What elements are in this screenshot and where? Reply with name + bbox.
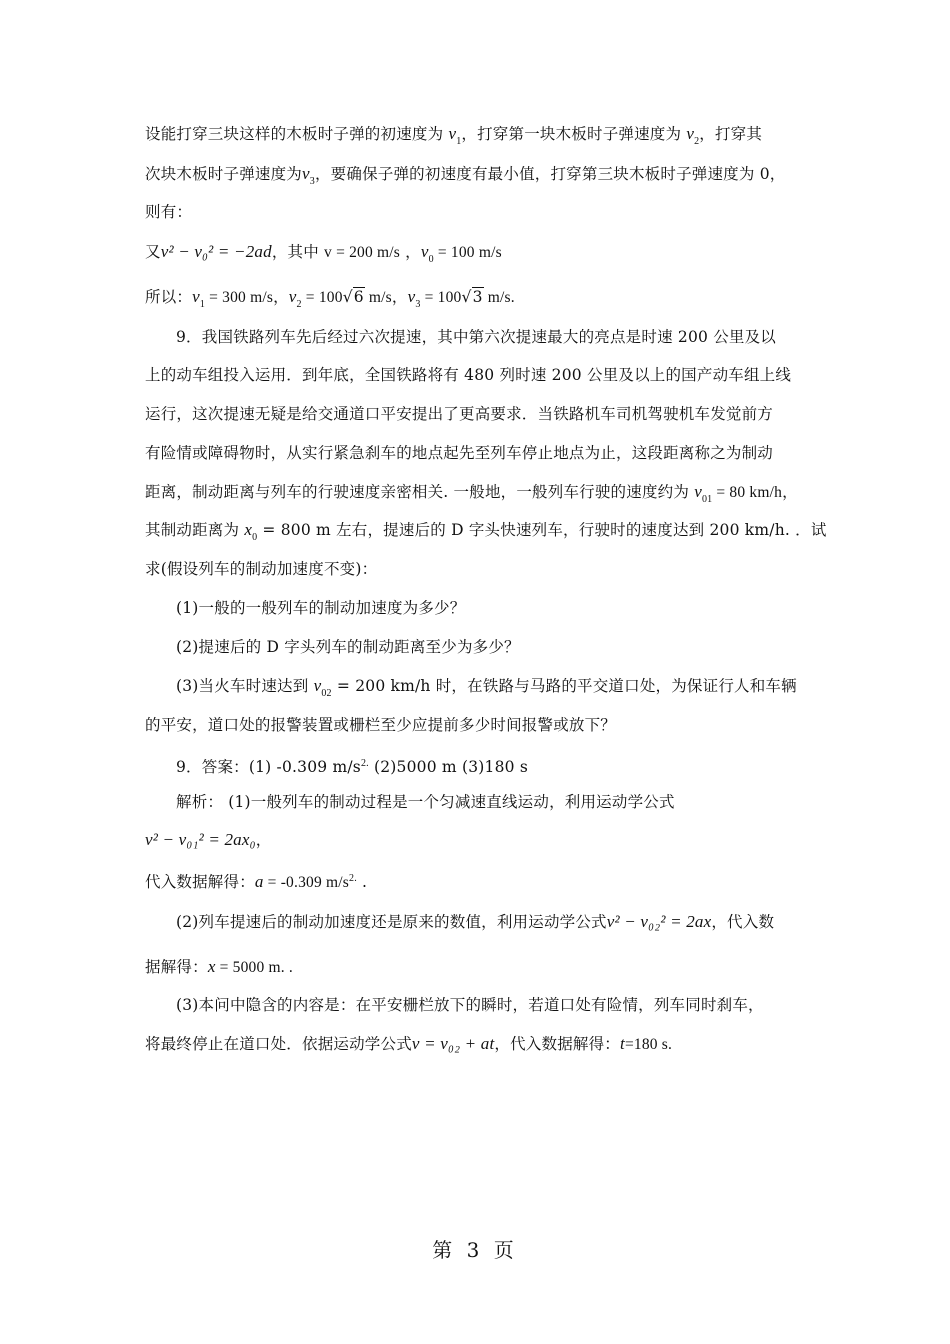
answer-line: 9．答案：(1) -0.309 $m/s^{2.}$ (2)5000 m (3)180 s	[176, 758, 528, 776]
text-line: 则有：	[145, 203, 193, 221]
text-line: 次块木板时子弹速度为$v_3$，要确保子弹的初速度有最小值，打穿第三块木板时子弹速度为 0，	[145, 164, 786, 187]
text-line: 代入数据解得：a = -0.309 $m/s^{2.}$ .	[145, 872, 368, 891]
equation: v² − v₀² = −2ad	[160, 242, 272, 261]
equation: v = v₀₂ + at	[411, 1034, 495, 1053]
equation-line: 又v² − v₀² = −2ad，其中 v = 200 m/s ，$v_0 = 100$ m/s	[145, 242, 502, 265]
question-9-line: 9．我国铁路列车先后经过六次提速，其中第六次提速最大的亮点是时速 200 公里及以	[176, 328, 777, 346]
result-line: 所以：$v_1 = 300$ m/s，$v_2 = 100√6$ m/s，$v_3 = 100√3$ m/s.	[145, 287, 515, 310]
text-line: 将最终停止在道口处．依据运动学公式v = v₀₂ + at，代入数据解得：t=180 s.	[145, 1034, 673, 1053]
text-line: 求(假设列车的制动加速度不变)：	[145, 560, 378, 578]
text-line: 距离，制动距离与列车的行驶速度亲密相关. 一般地，一般列车行驶的速度约为 $v_{01} = 80$ km/h，	[145, 482, 798, 505]
sqrt-symbol: √6	[342, 288, 364, 306]
sqrt-symbol: √3	[461, 288, 483, 306]
equation-line: v² − v₀₁² = 2ax₀，	[145, 830, 272, 849]
text-line: 上的动车组投入运用．到年底，全国铁路将有 480 列时速 200 公里及以上的国产动车组上线	[145, 366, 792, 384]
text-line: 有险情或障碍物时，从实行紧急刹车的地点起先至列车停止地点为止，这段距离称之为制动	[145, 444, 774, 462]
sub-question-1: (1)一般的一般列车的制动加速度为多少？	[176, 599, 466, 617]
text-line: 其制动距离为 $x_0 = 800$ m 左右，提速后的 D 字头快速列车，行驶时的速度达到 200 km/h. ．试	[145, 520, 827, 543]
page-number: 第 3 页	[432, 1238, 518, 1262]
analysis-line: 解析： (1)一般列车的制动过程是一个匀减速直线运动，利用运动学公式	[176, 793, 675, 811]
text-line: (2)列车提速后的制动加速度还是原来的数值，利用运动学公式v² − v₀₂² = 2ax，代入数	[176, 912, 775, 931]
text-line: 运行，这次提速无疑是给交通道口平安提出了更高要求．当铁路机车司机驾驶机车发觉前方	[145, 405, 774, 423]
text-line: 据解得：x = 5000 m. .	[145, 957, 294, 976]
sub-question-3: (3)当火车时速达到 $v_{02} = 200$ km/h 时，在铁路与马路的平交道口处，为保证行人和车辆	[176, 676, 797, 699]
text-line: 的平安，道口处的报警装置或栅栏至少应提前多少时间报警或放下？	[145, 716, 617, 734]
sub-question-2: (2)提速后的 D 字头列车的制动距离至少为多少？	[176, 638, 520, 656]
text-line: 设能打穿三块这样的木板时子弹的初速度为 $v_1$，打穿第一块木板时子弹速度为 $v_2$，打穿其	[145, 124, 763, 147]
text-line: (3)本问中隐含的内容是：在平安栅栏放下的瞬时，若道口处有险情，列车同时刹车，	[176, 996, 764, 1014]
equation: v² − v₀₂² = 2ax	[606, 912, 712, 931]
equation: v² − v₀₁² = 2ax₀	[145, 830, 256, 849]
